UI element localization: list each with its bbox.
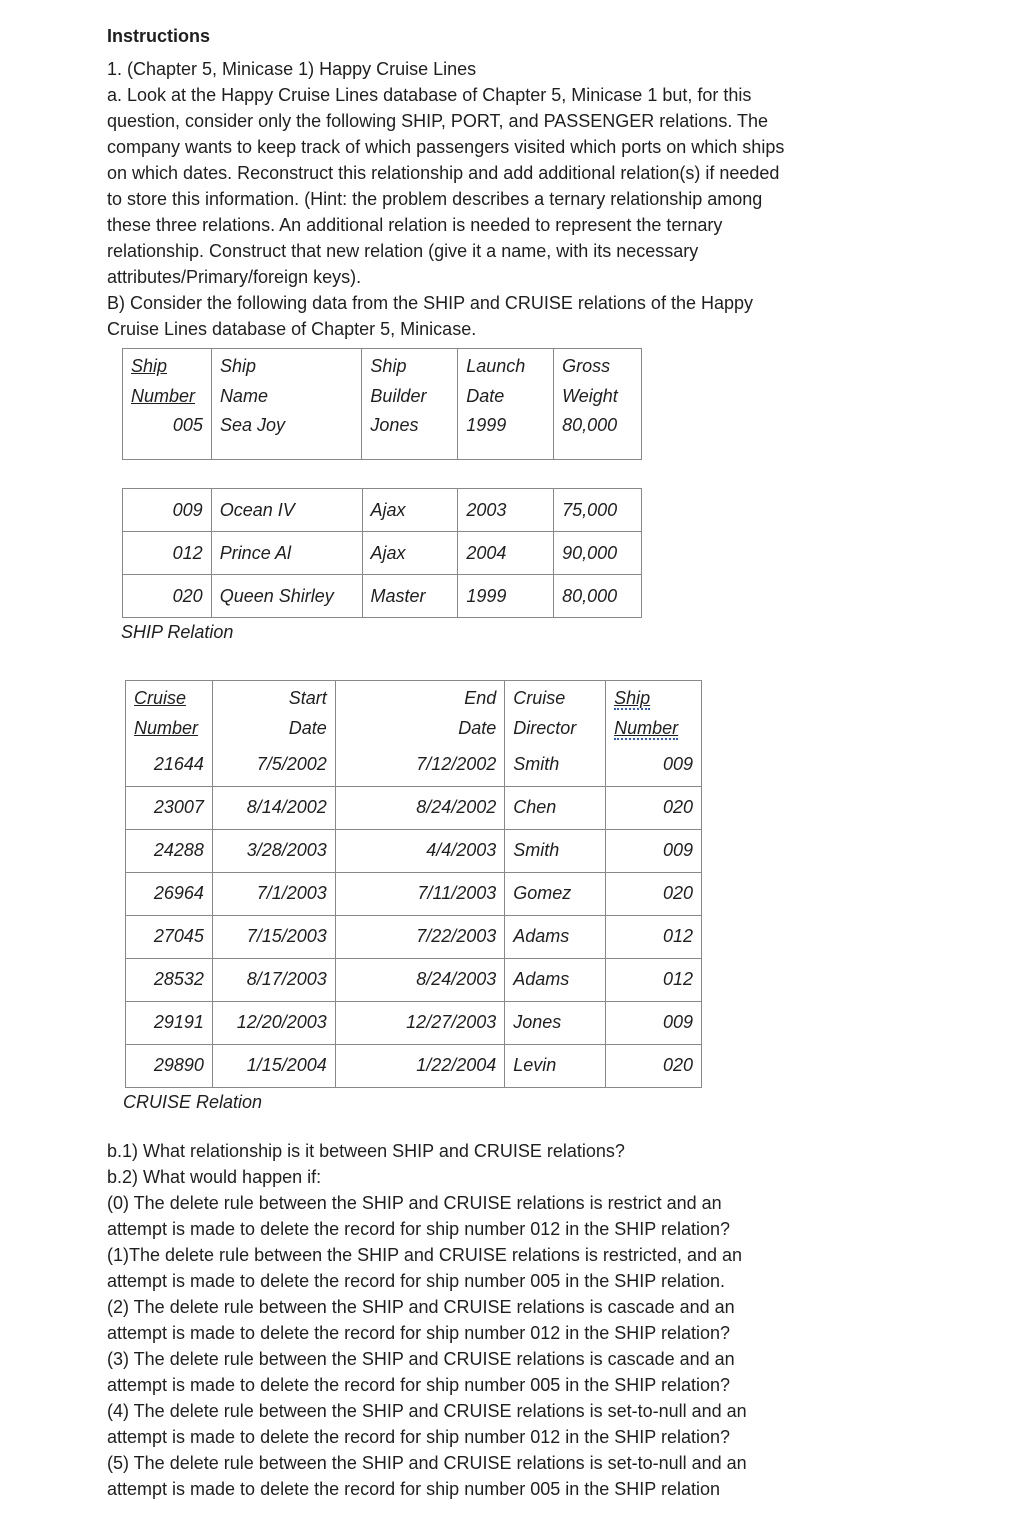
- table-cell: 8/14/2002: [212, 786, 335, 829]
- table-cell: 009: [123, 489, 212, 532]
- text-line: company wants to keep track of which passengers visited which ports on which ships: [107, 137, 785, 157]
- column-header: Cruise: [134, 688, 187, 708]
- table-cell: 2004: [458, 532, 554, 575]
- table-cell: 80,000: [554, 575, 642, 618]
- table-cell: 28532: [126, 958, 213, 1001]
- text-line: b.1) What relationship is it between SHIP and CRUISE relations?: [107, 1141, 625, 1161]
- table-row: [126, 786, 702, 829]
- text-line: question, consider only the following SHIP, PORT, and PASSENGER relations. The: [107, 111, 769, 131]
- table-cell: Gomez: [505, 872, 606, 915]
- table-cell: 020: [606, 872, 702, 915]
- column-header: Number: [131, 386, 196, 406]
- table-row: [126, 915, 702, 958]
- table-cell: 1/22/2004: [335, 1044, 504, 1087]
- table-cell: 1999: [458, 575, 554, 618]
- cruise-table-caption: CRUISE Relation: [123, 1092, 263, 1112]
- table-cell: 12/20/2003: [212, 1001, 335, 1044]
- table-cell: 009: [606, 829, 702, 872]
- table-cell: Levin: [505, 1044, 606, 1087]
- table-cell: 005: [123, 411, 212, 460]
- table-row: [123, 575, 642, 618]
- text-line: attempt is made to delete the record for ship number 005 in the SHIP relation.: [107, 1271, 726, 1291]
- table-cell: 7/5/2002: [212, 743, 335, 786]
- text-line: relationship. Construct that new relation (give it a name, with its necessary: [107, 241, 699, 261]
- instructions-heading: Instructions: [107, 26, 211, 46]
- column-header: Gross: [562, 356, 611, 376]
- column-header: Number: [614, 718, 679, 738]
- table-cell: 012: [123, 532, 212, 575]
- intro-paragraph: [107, 56, 847, 342]
- table-cell: 90,000: [554, 532, 642, 575]
- table-cell: Smith: [505, 829, 606, 872]
- table-cell: 75,000: [554, 489, 642, 532]
- table-row: [123, 532, 642, 575]
- questions-paragraph: [107, 1138, 807, 1502]
- text-line: to store this information. (Hint: the problem describes a ternary relationship among: [107, 189, 763, 209]
- table-cell: 8/24/2003: [335, 958, 504, 1001]
- column-header: Start: [288, 688, 327, 708]
- table-cell: 020: [606, 1044, 702, 1087]
- table-cell: 012: [606, 958, 702, 1001]
- column-header: Weight: [562, 386, 618, 406]
- table-row: [123, 489, 642, 532]
- cruise-table: [125, 680, 702, 1088]
- table-cell: 21644: [126, 743, 213, 786]
- table-cell: 27045: [126, 915, 213, 958]
- table-cell: 80,000: [554, 411, 642, 460]
- table-cell: 2003: [458, 489, 554, 532]
- text-line: on which dates. Reconstruct this relationship and add additional relation(s) if needed: [107, 163, 780, 183]
- text-line: a. Look at the Happy Cruise Lines database of Chapter 5, Minicase 1 but, for this: [107, 85, 752, 105]
- table-header-row: [126, 681, 702, 744]
- text-line: attempt is made to delete the record for ship number 005 in the SHIP relation: [107, 1479, 721, 1499]
- text-line: (3) The delete rule between the SHIP and CRUISE relations is cascade and an: [107, 1349, 735, 1369]
- column-header: Date: [466, 386, 505, 406]
- text-line: (2) The delete rule between the SHIP and CRUISE relations is cascade and an: [107, 1297, 735, 1317]
- table-row: [126, 958, 702, 1001]
- text-line: these three relations. An additional relation is needed to represent the ternary: [107, 215, 723, 235]
- column-header: Launch: [466, 356, 526, 376]
- table-row: [126, 1001, 702, 1044]
- text-line: 1. (Chapter 5, Minicase 1) Happy Cruise Lines: [107, 59, 477, 79]
- column-header: End: [464, 688, 497, 708]
- table-cell: 24288: [126, 829, 213, 872]
- ship-table-header: [122, 348, 642, 460]
- table-cell: 1/15/2004: [212, 1044, 335, 1087]
- text-line: attempt is made to delete the record for ship number 012 in the SHIP relation?: [107, 1323, 731, 1343]
- table-cell: 12/27/2003: [335, 1001, 504, 1044]
- text-line: (5) The delete rule between the SHIP and CRUISE relations is set-to-null and an: [107, 1453, 747, 1473]
- table-cell: 012: [606, 915, 702, 958]
- table-cell: 7/11/2003: [335, 872, 504, 915]
- table-cell: Queen Shirley: [211, 575, 362, 618]
- text-line: attributes/Primary/foreign keys).: [107, 267, 362, 287]
- text-line: Cruise Lines database of Chapter 5, Minicase.: [107, 319, 477, 339]
- column-header: Cruise: [513, 688, 566, 708]
- table-cell: 26964: [126, 872, 213, 915]
- column-header: Number: [134, 718, 199, 738]
- table-row: [126, 743, 702, 786]
- table-cell: 7/12/2002: [335, 743, 504, 786]
- table-cell: 009: [606, 1001, 702, 1044]
- text-line: b.2) What would happen if:: [107, 1167, 322, 1187]
- text-line: (1)The delete rule between the SHIP and CRUISE relations is restricted, and an: [107, 1245, 743, 1265]
- table-cell: 4/4/2003: [335, 829, 504, 872]
- table-cell: Smith: [505, 743, 606, 786]
- column-header: Ship: [370, 356, 407, 376]
- table-row: [126, 829, 702, 872]
- table-cell: Master: [362, 575, 458, 618]
- table-cell: 7/1/2003: [212, 872, 335, 915]
- table-cell: 29890: [126, 1044, 213, 1087]
- table-cell: Ajax: [362, 532, 458, 575]
- table-cell: Jones: [362, 411, 458, 460]
- table-cell: 020: [123, 575, 212, 618]
- ship-table-body: [122, 488, 642, 618]
- table-cell: 009: [606, 743, 702, 786]
- table-cell: Prince Al: [211, 532, 362, 575]
- table-cell: 1999: [458, 411, 554, 460]
- text-line: attempt is made to delete the record for ship number 012 in the SHIP relation?: [107, 1427, 731, 1447]
- column-header: Name: [219, 386, 268, 406]
- text-line: B) Consider the following data from the SHIP and CRUISE relations of the Happy: [107, 293, 753, 313]
- table-cell: Adams: [505, 915, 606, 958]
- column-header: Ship: [219, 356, 256, 376]
- table-row: [126, 1044, 702, 1087]
- column-header: Date: [458, 718, 497, 738]
- table-cell: 8/17/2003: [212, 958, 335, 1001]
- column-header: Ship: [614, 688, 651, 708]
- table-cell: 3/28/2003: [212, 829, 335, 872]
- ship-table-caption: SHIP Relation: [121, 622, 234, 642]
- table-row: [126, 872, 702, 915]
- text-line: attempt is made to delete the record for ship number 012 in the SHIP relation?: [107, 1219, 731, 1239]
- table-cell: Jones: [505, 1001, 606, 1044]
- table-cell: Adams: [505, 958, 606, 1001]
- column-header: Date: [288, 718, 327, 738]
- table-cell: Ajax: [362, 489, 458, 532]
- table-cell: 7/15/2003: [212, 915, 335, 958]
- text-line: attempt is made to delete the record for ship number 005 in the SHIP relation?: [107, 1375, 731, 1395]
- table-cell: 23007: [126, 786, 213, 829]
- table-cell: Chen: [505, 786, 606, 829]
- column-header: Builder: [370, 386, 427, 406]
- table-cell: 29191: [126, 1001, 213, 1044]
- table-row: [123, 411, 642, 460]
- column-header: Ship: [131, 356, 168, 376]
- text-line: (0) The delete rule between the SHIP and CRUISE relations is restrict and an: [107, 1193, 722, 1213]
- table-cell: Ocean IV: [211, 489, 362, 532]
- table-cell: Sea Joy: [211, 411, 361, 460]
- table-header-row: [123, 349, 642, 412]
- text-line: (4) The delete rule between the SHIP and CRUISE relations is set-to-null and an: [107, 1401, 747, 1421]
- table-cell: 8/24/2002: [335, 786, 504, 829]
- table-cell: 020: [606, 786, 702, 829]
- table-cell: 7/22/2003: [335, 915, 504, 958]
- column-header: Director: [513, 718, 577, 738]
